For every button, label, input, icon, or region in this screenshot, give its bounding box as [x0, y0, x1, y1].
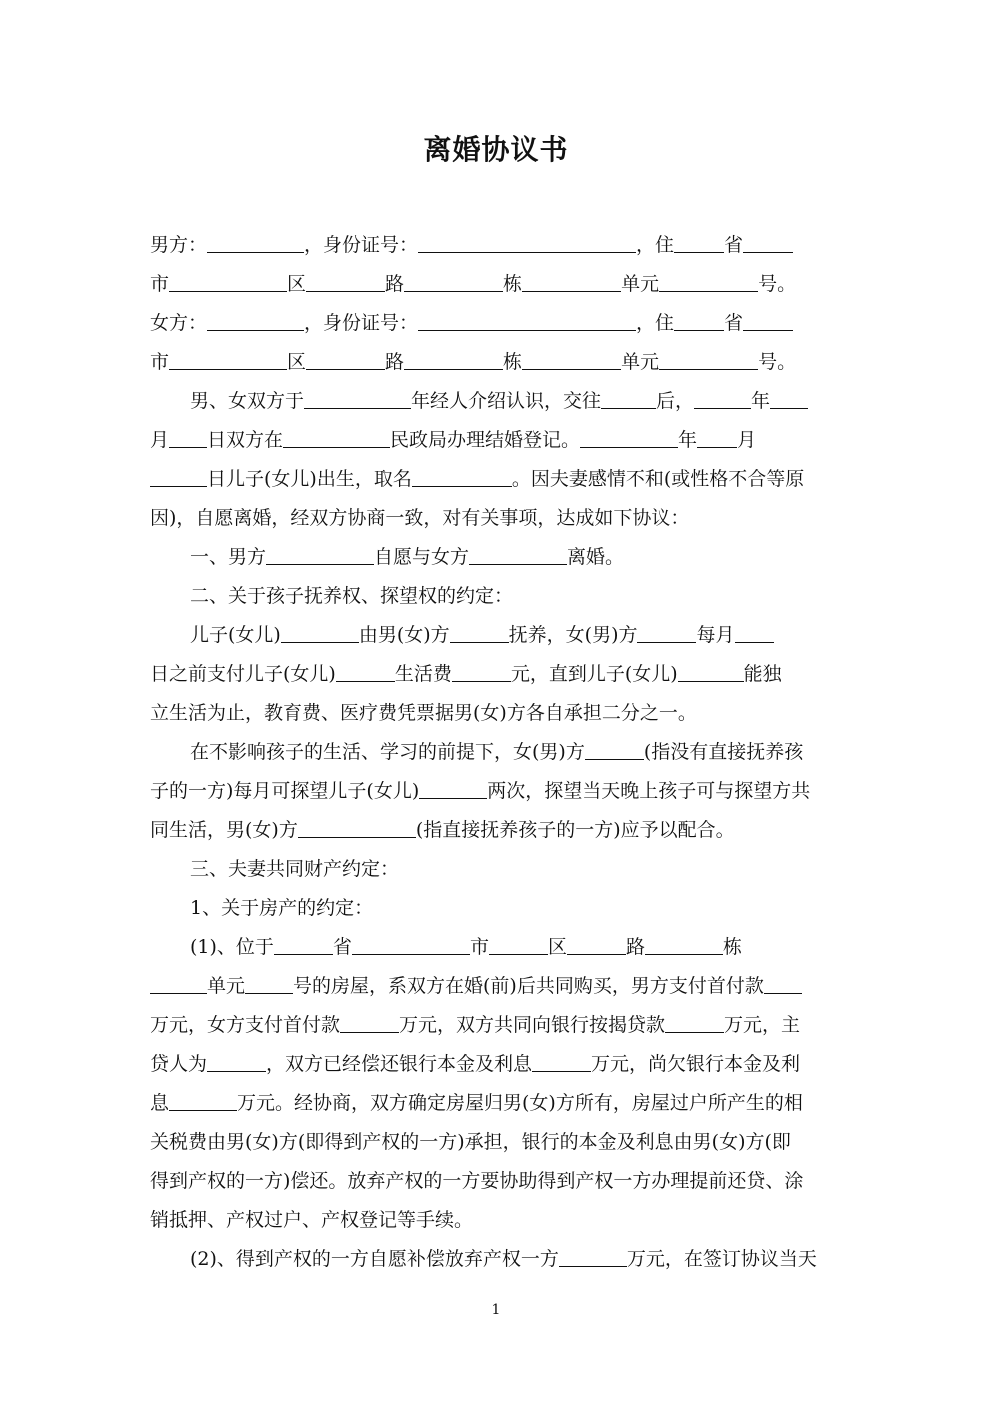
line-down-payment: 万元，女方支付首付款 万元，双方共同向银行按揭贷款 万元，主 [150, 1014, 801, 1036]
line-property-unit: 单元 号的房屋，系双方在婚(前)后共同购买，男方支付首付款 [150, 971, 802, 1001]
document-title: 离婚协议书 [423, 133, 569, 166]
line-compensation: (2)、得到产权的一方自愿补偿放弃产权一方 万元，在签订协议当天 [190, 1248, 817, 1270]
line-repayment: 得到产权的一方)偿还。放弃产权的一方要协助得到产权一方办理提前还贷、涂 [150, 1170, 804, 1192]
page-number: 1 [491, 1302, 501, 1318]
line-agreement-reason: 因)，自愿离婚，经双方协商一致，对有关事项，达成如下协议： [150, 507, 690, 529]
line-interest: 息 万元。经协商，双方确定房屋归男(女)方所有，房屋过户所产生的相 [150, 1092, 803, 1114]
line-child-support: 日之前支付儿子(女儿) 生活费 元，直到儿子(女儿) 能独 [150, 663, 782, 685]
clause-3-heading: 三、夫妻共同财产约定： [190, 858, 400, 880]
line-loan-borrower: 贷人为 ，双方已经偿还银行本金及利息 万元，尚欠银行本金及利 [150, 1053, 801, 1075]
line-marriage-intro: 男、女双方于 年经人介绍认识，交往 后， 年 [190, 386, 808, 416]
line-visitation: 在不影响孩子的生活、学习的前提下，女(男)方 (指没有直接抚养孩 [190, 741, 804, 763]
line-taxes: 关税费由男(女)方(即得到产权的一方)承担，银行的本金及利息由男(女)方(即 [150, 1131, 791, 1153]
line-transfer-procedures: 销抵押、产权过户、产权登记等手续。 [150, 1209, 474, 1231]
line-marriage-registration: 月 日双方在 民政局办理结婚登记。 年 月 [150, 429, 757, 451]
line-male-address: 市 区 路 栋 单元 号。 [150, 273, 797, 295]
line-female-party: 女方： ，身份证号： ，住 省 [150, 308, 793, 338]
line-property-location: (1)、位于 省 市 区 路 栋 [190, 936, 742, 958]
clause-1-divorce: 一、男方 自愿与女方 离婚。 [190, 546, 625, 568]
line-male-party: 男方： ，身份证号： ，住 省 [150, 230, 793, 260]
line-education-fees: 立生活为止，教育费、医疗费凭票据男(女)方各自承担二分之一。 [150, 702, 697, 724]
line-custody: 儿子(女儿) 由男(女)方 抚养，女(男)方 每月 [190, 620, 774, 650]
clause-2-heading: 二、关于孩子抚养权、探望权的约定： [190, 585, 514, 607]
line-female-address: 市 区 路 栋 单元 号。 [150, 351, 797, 373]
property-heading: 1、关于房产的约定： [190, 897, 374, 919]
line-visitation-2: 子的一方)每月可探望儿子(女儿) 两次，探望当天晚上孩子可与探望方共 [150, 780, 811, 802]
line-child-birth: 日儿子(女儿)出生，取名 。因夫妻感情不和(或性格不合等原 [150, 464, 804, 494]
line-visitation-3: 同生活，男(女)方 (指直接抚养孩子的一方)应予以配合。 [150, 819, 735, 841]
